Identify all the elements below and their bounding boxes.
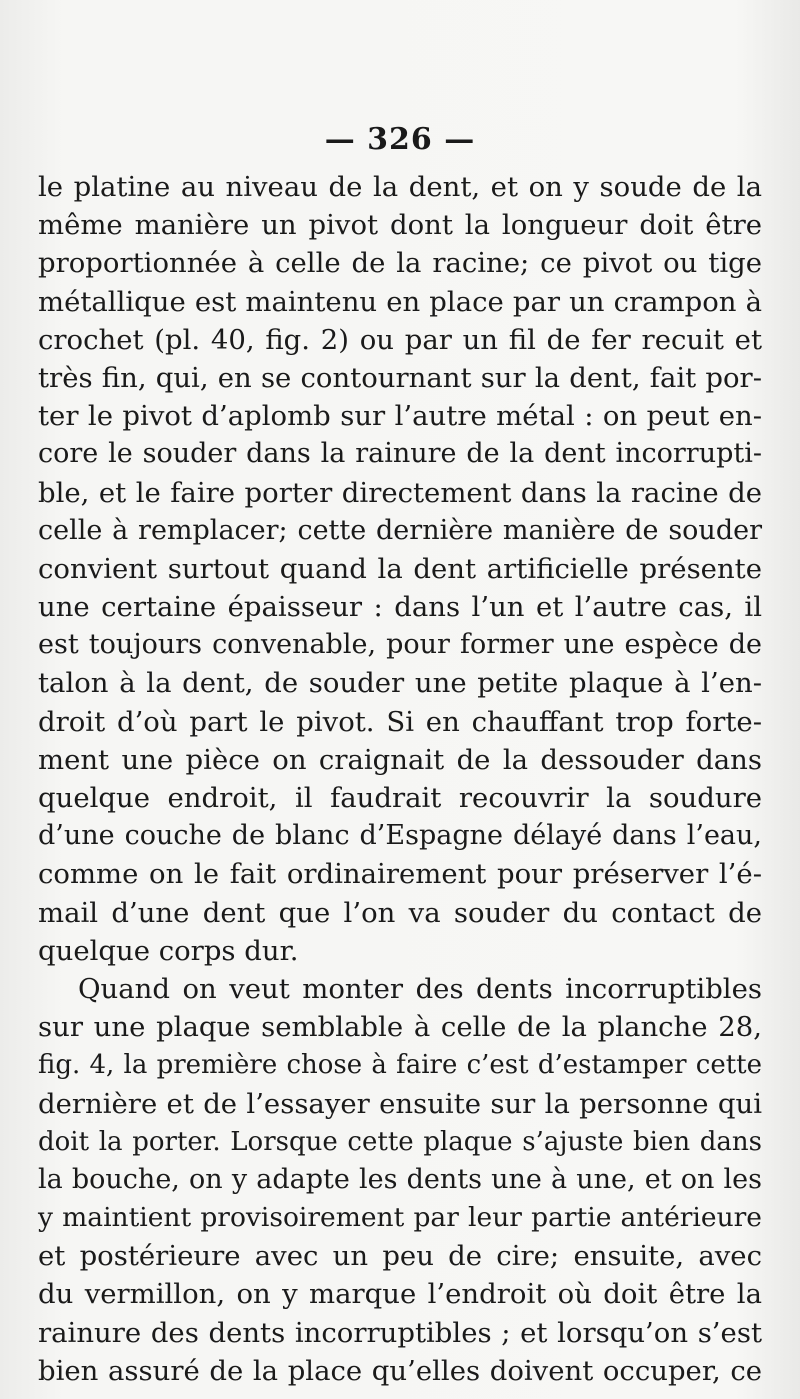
text-line: droit d’où part le pivot. Si en chauffant trop forte- [38,705,762,738]
paragraph-1 [38,168,762,970]
text-line: talon à la dent, de souder une petite plaque à l’en- [38,667,762,700]
text-line: sur une plaque semblable à celle de la planche 28, [38,1011,762,1044]
text-line: y maintient provisoirement par leur partie antérieure [38,1202,762,1234]
text-line: métallique est maintenu en place par un crampon à [38,285,762,318]
text-line: convient surtout quand la dent artificielle présente [38,552,762,585]
paragraph-2 [38,970,762,1390]
text-line: crochet (pl. 40, fig. 2) ou par un fil de fer recuit et [38,323,762,356]
text-line: mail d’une dent que l’on va souder du contact de [38,896,762,929]
text-line: très fin, qui, en se contournant sur la dent, fait por- [38,361,762,394]
page-number: — 326 — [324,122,476,157]
text-line: du vermillon, on y marque l’endroit où doit être la [38,1278,762,1311]
body-text [38,168,762,1390]
text-line: une certaine épaisseur : dans l’un et l’autre cas, il [38,591,762,624]
text-line: la bouche, on y adapte les dents une à une, et on les [38,1163,762,1195]
text-line: ble, et le faire porter directement dans la racine de [38,476,762,509]
text-line: comme on le fait ordinairement pour préserver l’é- [38,858,762,891]
text-line: quelque corps dur. [38,934,299,967]
text-line: bien assuré de la place qu’elles doivent occuper, ce [38,1354,762,1387]
text-line: ter le pivot d’aplomb sur l’autre métal : on peut en- [38,400,762,433]
text-line: Quand on veut monter des dents incorruptibles [78,972,762,1005]
text-line: et postérieure avec un peu de cire; ensuite, avec [38,1240,762,1273]
text-line: le platine au niveau de la dent, et on y soude de la [38,171,762,203]
text-line: d’une couche de blanc d’Espagne délayé dans l’eau, [38,820,762,852]
text-line: ment une pièce on craignait de la dessouder dans [38,743,762,776]
text-line: core le souder dans la rainure de la dent incorrupti- [38,438,762,470]
text-line: quelque endroit, il faudrait recouvrir la soudure [38,782,762,814]
text-line: proportionnée à celle de la racine; ce pivot ou tige [38,247,762,280]
text-line: rainure des dents incorruptibles ; et lorsqu’on s’est [38,1316,762,1349]
text-line: même manière un pivot dont la longueur doit être [38,209,762,242]
text-line: fig. 4, la première chose à faire c’est d’estamper cette [38,1050,762,1081]
text-line: dernière et de l’essayer ensuite sur la personne qui [38,1087,762,1120]
text-line: doit la porter. Lorsque cette plaque s’ajuste bien dans [38,1126,762,1157]
text-line: est toujours convenable, pour former une espèce de [38,629,762,661]
text-line: celle à remplacer; cette dernière manière de souder [38,514,762,546]
